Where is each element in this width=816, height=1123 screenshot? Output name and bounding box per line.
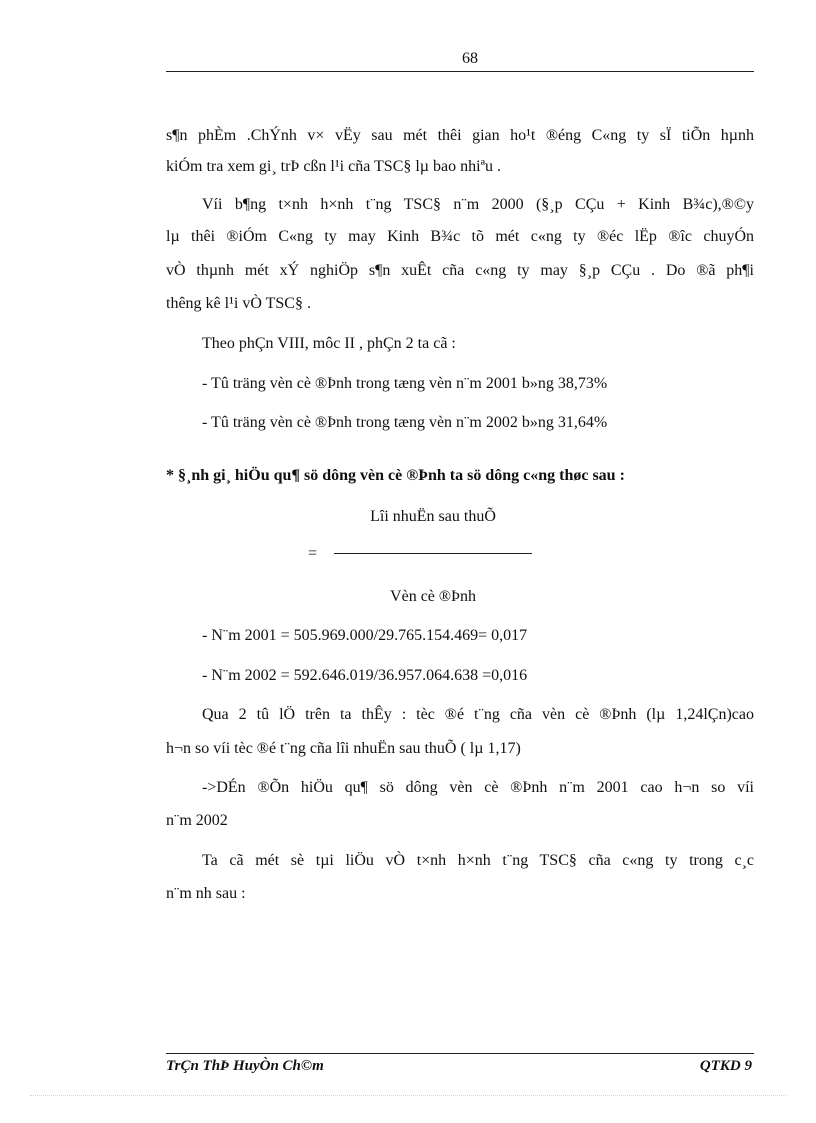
text-line: Víi b¶ng t×nh h×nh t¨ng TSC§ n¨m 2000 (§¸p CÇu + Kinh B¾c),®©y	[202, 196, 754, 213]
text-line: Qua 2 tû lÖ trên ta thÊy : tèc ®é t¨ng cña vèn cè ®Þnh (lµ 1,24lÇn)cao	[202, 706, 754, 723]
text-line: Ta cã mét sè tµi liÖu vÒ t×nh h×nh t¨ng TSC§ cña c«ng ty trong c¸c	[202, 852, 754, 869]
text-line: - N¨m 2001 = 505.969.000/29.765.154.469= 0,017	[202, 627, 528, 644]
text-line: s¶n phÈm .ChÝnh v× vËy sau mét thêi gian ho¹t ®éng C«ng ty sÏ tiÕn hµnh	[166, 127, 754, 144]
text-line: h¬n so víi tèc ®é t¨ng cña lîi nhuËn sau thuÕ ( lµ 1,17)	[166, 740, 521, 757]
text-line: - N¨m 2002 = 592.646.019/36.957.064.638 =0,016	[202, 667, 528, 684]
text-line: thêng kê l¹i vÒ TSC§ .	[166, 295, 311, 312]
formula-numerator: Lîi nhuËn sau thuÕ	[370, 508, 496, 525]
formula-fraction-bar	[334, 553, 532, 554]
text-line: n¨m 2002	[166, 812, 228, 829]
text-line: kiÓm tra xem gi¸ trÞ cßn l¹i cña TSC§ lµ bao nhiªu .	[166, 158, 501, 175]
footer-rule	[166, 1053, 754, 1054]
text-line: - Tû träng vèn cè ®Þnh trong tæng vèn n¨m 2002 b»ng 31,64%	[202, 414, 608, 431]
text-line: - Tû träng vèn cè ®Þnh trong tæng vèn n¨m 2001 b»ng 38,73%	[202, 375, 608, 392]
footer-author: TrÇn ThÞ HuyÒn Ch©m	[166, 1058, 324, 1074]
formula-denominator: Vèn cè ®Þnh	[390, 588, 476, 605]
text-line: lµ thêi ®iÓm C«ng ty may Kinh B¾c tõ mét c«ng ty ®éc lËp ®îc chuyÓn	[166, 228, 754, 245]
header-rule	[166, 71, 754, 72]
text-line: n¨m nh sau :	[166, 885, 246, 902]
formula-equals: =	[308, 545, 318, 562]
footer-class: QTKD 9	[699, 1058, 752, 1074]
text-line: ->DÉn ®Õn hiÖu qu¶ sö dông vèn cè ®Þnh n¨m 2001 cao h¬n so víi	[202, 779, 754, 796]
page-bottom-border	[30, 1095, 786, 1096]
section-heading: * §¸nh gi¸ hiÖu qu¶ sö dông vèn cè ®Þnh ta sö dông c«ng thøc sau :	[166, 467, 625, 484]
page-number: 68	[462, 50, 478, 67]
text-line: vÒ thµnh mét xÝ nghiÖp s¶n xuÊt cña c«ng ty may §¸p CÇu . Do ®ã ph¶i	[166, 262, 754, 279]
text-line: Theo phÇn VIII, môc II , phÇn 2 ta cã :	[202, 335, 456, 352]
